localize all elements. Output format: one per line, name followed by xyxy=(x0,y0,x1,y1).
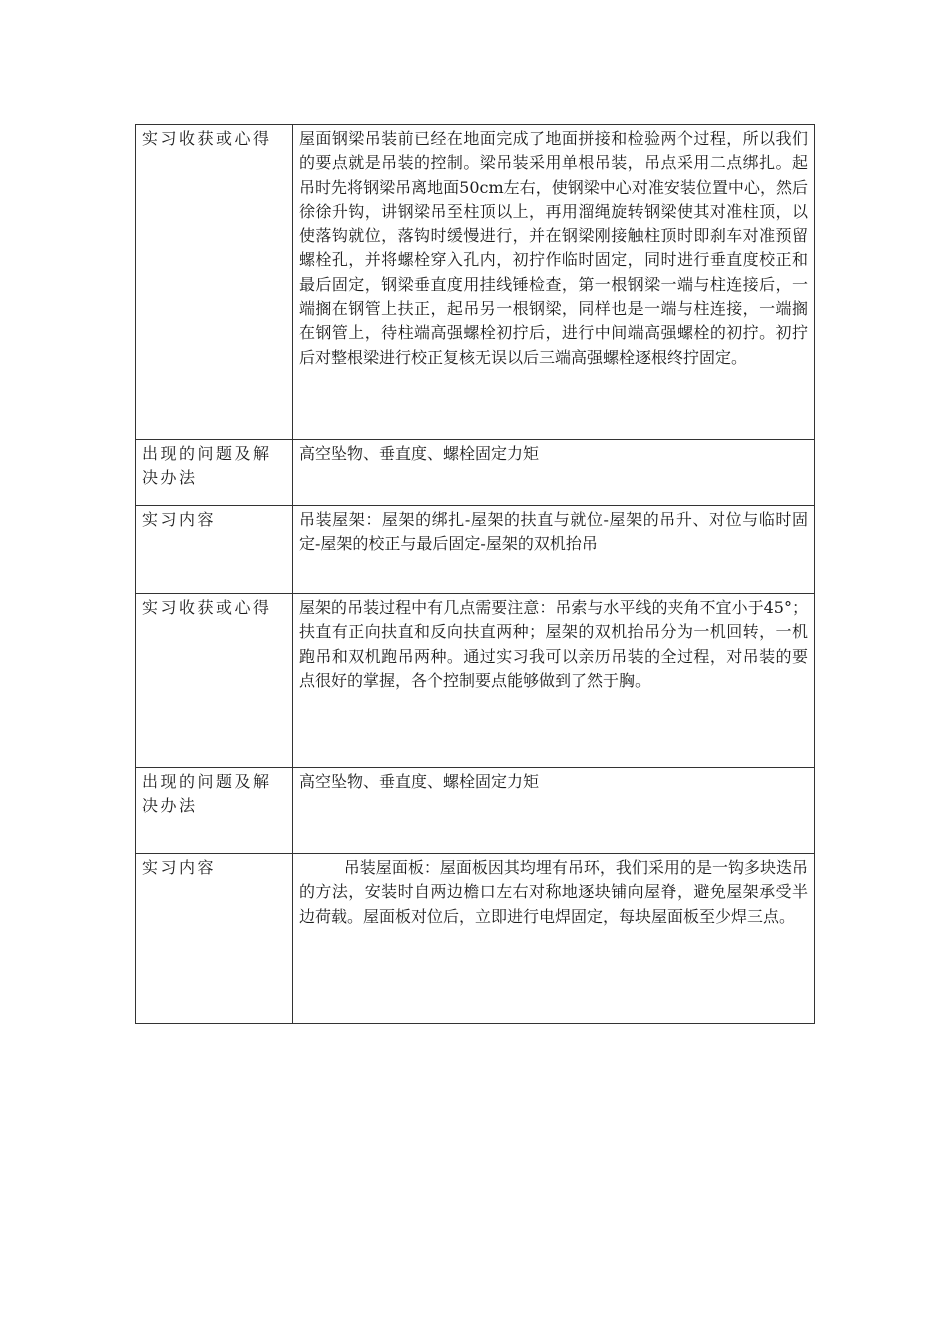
row-label: 实习收获或心得 xyxy=(136,594,293,768)
table-row xyxy=(136,768,815,854)
table-row xyxy=(136,854,815,1024)
row-label: 实习收获或心得 xyxy=(136,125,293,440)
row-content: 吊装屋架：屋架的绑扎-屋架的扶直与就位-屋架的吊升、对位与临时固定-屋架的校正与最后固定-屋架的双机抬吊 xyxy=(293,506,815,594)
row-label: 实习内容 xyxy=(136,506,293,594)
report-table xyxy=(135,124,815,1024)
table-row xyxy=(136,594,815,768)
row-content: 高空坠物、垂直度、螺栓固定力矩 xyxy=(293,768,815,854)
table-row xyxy=(136,506,815,594)
row-label: 实习内容 xyxy=(136,854,293,1024)
table-row xyxy=(136,440,815,506)
row-content: 屋面钢梁吊装前已经在地面完成了地面拼接和检验两个过程，所以我们的要点就是吊装的控制。梁吊装采用单根吊装，吊点采用二点绑扎。起吊时先将钢梁吊离地面50cm左右，使钢梁中心对准安装位置中心，然后徐徐升钩，讲钢梁吊至柱顶以上，再用溜绳旋转钢梁使其对准柱顶，以使落钩就位，落钩时缓慢进行，并在钢梁刚接触柱顶时即刹车对准预留螺栓孔，并将螺栓穿入孔内，初拧作临时固定，同时进行垂直度校正和最后固定，钢梁垂直度用挂线锤检查，第一根钢梁一端与柱连接后，一端搁在钢管上扶正，起吊另一根钢梁，同样也是一端与柱连接，一端搁在钢管上，待柱端高强螺栓初拧后，进行中间端高强螺栓的初拧。初拧后对整根梁进行校正复核无误以后三端高强螺栓逐根终拧固定。 xyxy=(293,125,815,440)
row-content: 屋架的吊装过程中有几点需要注意：吊索与水平线的夹角不宜小于45°；扶直有正向扶直和反向扶直两种；屋架的双机抬吊分为一机回转，一机跑吊和双机跑吊两种。通过实习我可以亲历吊装的全过程，对吊装的要点很好的掌握，各个控制要点能够做到了然于胸。 xyxy=(293,594,815,768)
row-label: 出现的问题及解决办法 xyxy=(136,440,293,506)
row-label: 出现的问题及解决办法 xyxy=(136,768,293,854)
row-content: 高空坠物、垂直度、螺栓固定力矩 xyxy=(293,440,815,506)
row-content: 吊装屋面板：屋面板因其均埋有吊环，我们采用的是一钩多块迭吊的方法，安装时自两边檐口左右对称地逐块铺向屋脊，避免屋架承受半边荷载。屋面板对位后，立即进行电焊固定，每块屋面板至少焊三点。 xyxy=(293,854,815,1024)
table-row xyxy=(136,125,815,440)
